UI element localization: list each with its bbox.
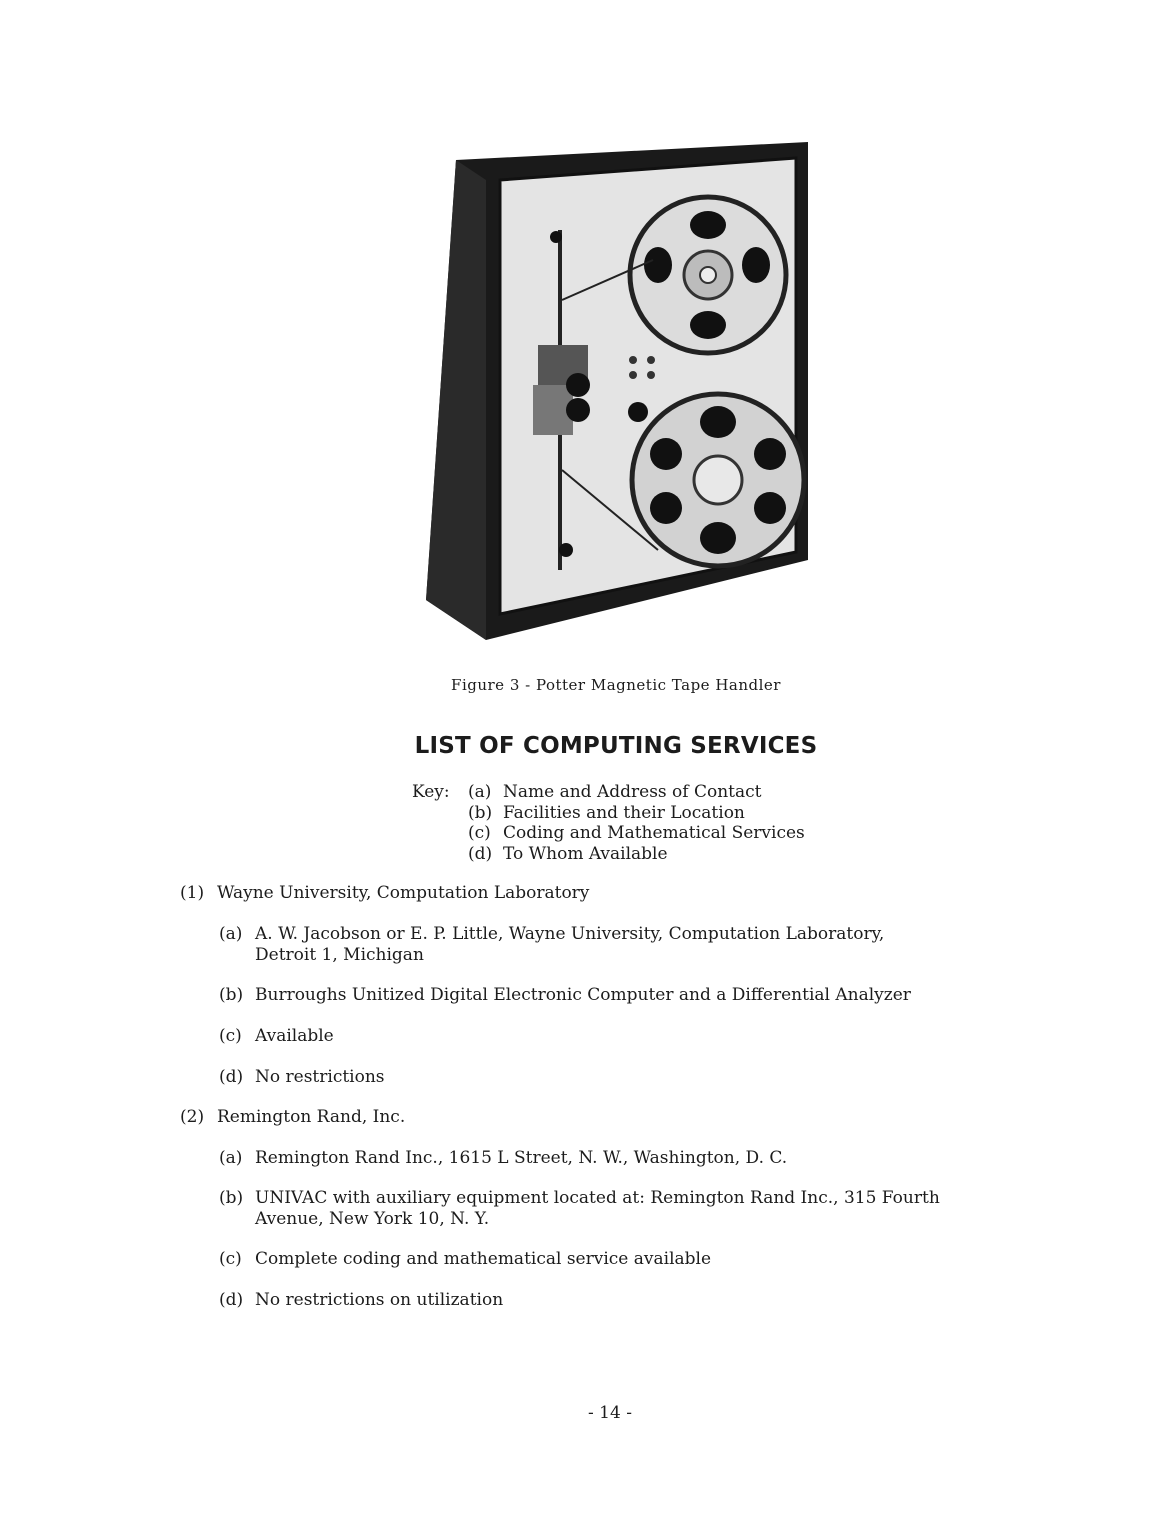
section-number: (1) — [180, 883, 205, 903]
item-letter: (c) — [219, 1026, 242, 1046]
key-row — [412, 803, 805, 824]
item-letter: (d) — [219, 1067, 244, 1087]
item-text: Complete coding and mathematical service available — [255, 1249, 712, 1269]
key-row — [412, 823, 805, 844]
item-letter: (a) — [219, 1148, 243, 1168]
key-text: Facilities and their Location — [503, 802, 745, 823]
lower-reel — [632, 394, 804, 566]
figure-caption: Figure 3 - Potter Magnetic Tape Handler — [451, 676, 781, 694]
tape-handler-photo — [418, 130, 813, 650]
item-text: UNIVAC with auxiliary equipment located at: Remington Rand Inc., 315 Fourth Avenue, New York 10, N. Y. — [255, 1188, 940, 1229]
item-text: A. W. Jacobson or E. P. Little, Wayne University, Computation Laboratory, Detroit 1, Michigan — [255, 924, 885, 965]
item-text: No restrictions — [255, 1067, 385, 1087]
section-number: (2) — [180, 1107, 205, 1127]
section-heading — [180, 1107, 405, 1128]
key-text: Coding and Mathematical Services — [503, 823, 805, 843]
item-text: Remington Rand Inc., 1615 L Street, N. W., Washington, D. C. — [255, 1148, 788, 1168]
item-letter: (d) — [219, 1290, 244, 1310]
key-prefix: Key: — [412, 782, 450, 802]
item-text: Available — [255, 1026, 334, 1046]
list-item — [219, 1067, 385, 1088]
list-item — [219, 1026, 334, 1047]
key-row — [412, 844, 805, 865]
item-letter: (c) — [219, 1249, 242, 1269]
key-letter: (c) — [468, 823, 491, 843]
section-title: Remington Rand, Inc. — [217, 1107, 406, 1127]
key-letter: (b) — [468, 802, 493, 823]
key-legend — [412, 782, 805, 864]
page-title: LIST OF COMPUTING SERVICES — [414, 733, 818, 759]
list-item — [219, 1188, 940, 1229]
item-letter: (b) — [219, 1188, 244, 1208]
list-item — [219, 1148, 787, 1169]
section-title: Wayne University, Computation Laboratory — [217, 883, 590, 903]
key-row — [412, 782, 805, 803]
section-heading — [180, 883, 589, 904]
list-item — [219, 924, 884, 965]
upper-reel — [630, 197, 786, 353]
item-letter: (b) — [219, 985, 244, 1005]
item-text: Burroughs Unitized Digital Electronic Computer and a Differential Analyzer — [255, 985, 911, 1005]
item-letter: (a) — [219, 924, 243, 944]
list-item — [219, 985, 911, 1006]
key-text: Name and Address of Contact — [503, 782, 762, 802]
list-item — [219, 1290, 503, 1311]
key-letter: (a) — [468, 782, 492, 802]
key-letter: (d) — [468, 843, 493, 864]
list-item — [219, 1249, 711, 1270]
key-text: To Whom Available — [503, 843, 668, 864]
tape-handler-illustration — [418, 130, 813, 650]
page-number: - 14 - — [588, 1403, 632, 1423]
item-text: No restrictions on utilization — [255, 1290, 504, 1310]
